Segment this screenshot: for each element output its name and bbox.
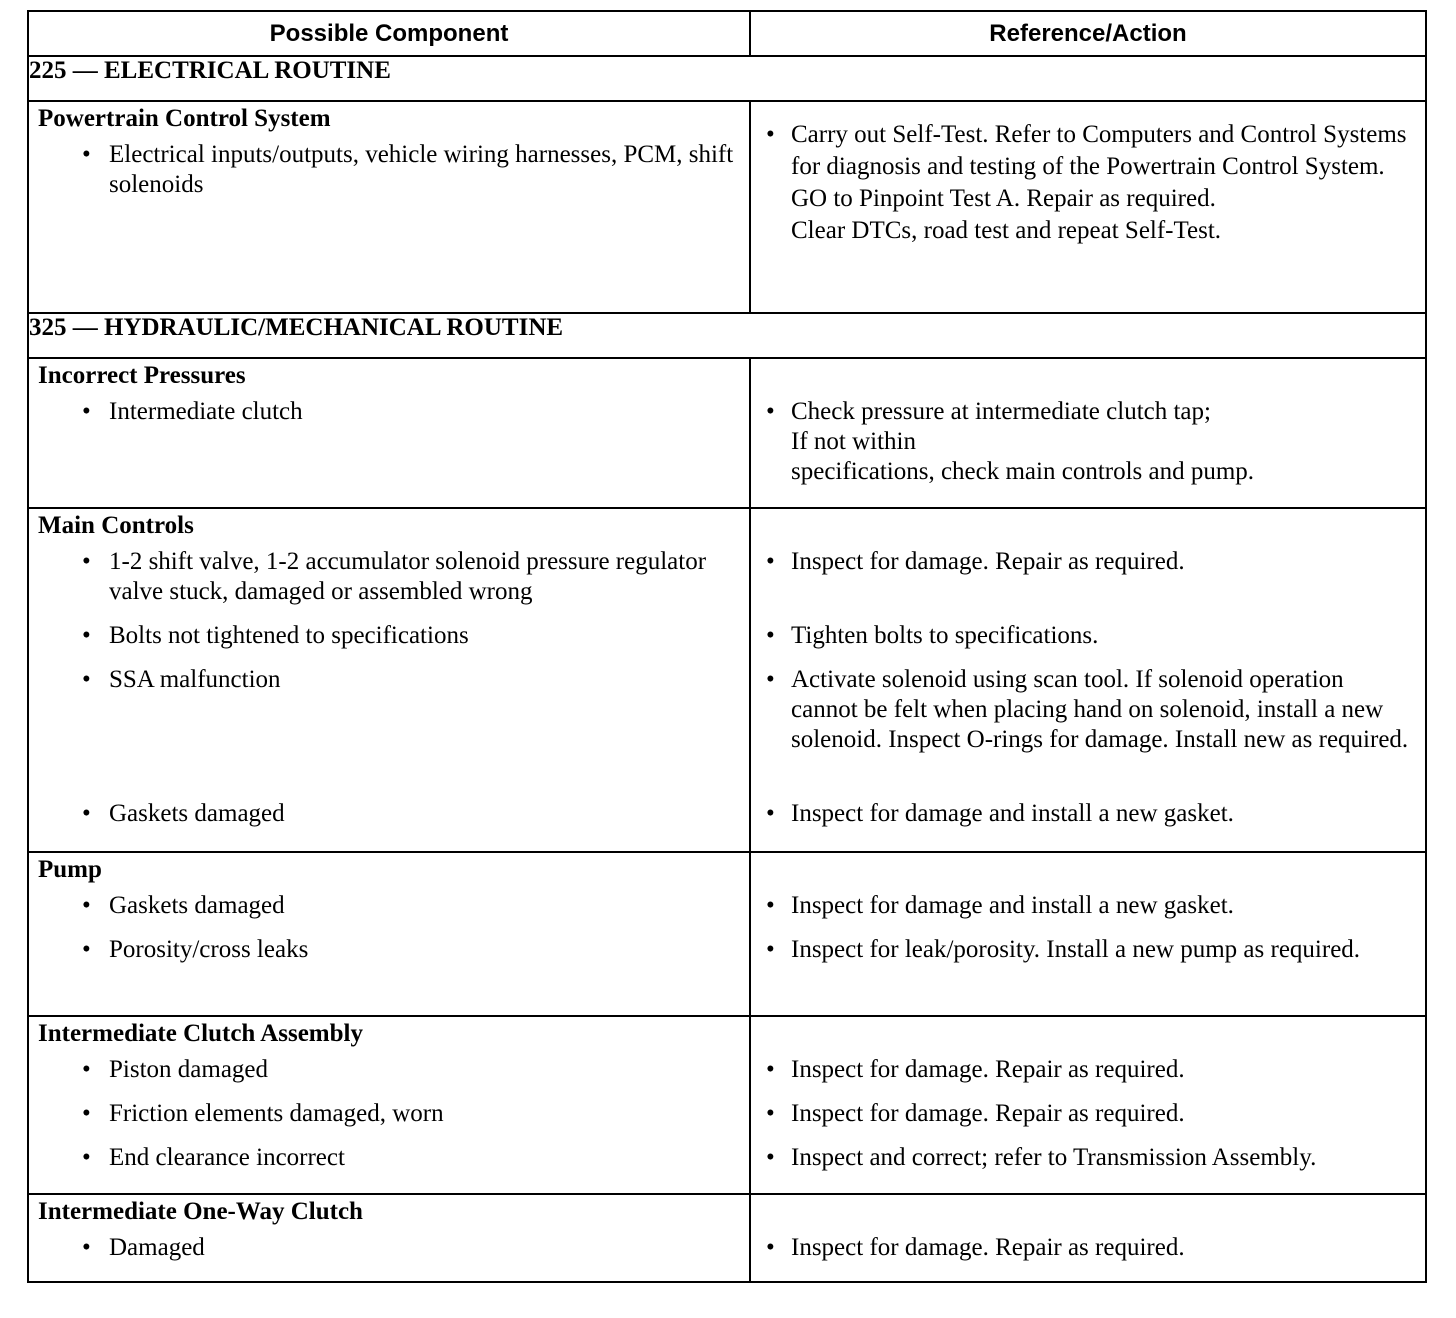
section-title: 325 — HYDRAULIC/MECHANICAL ROUTINE	[28, 313, 1426, 358]
action-cell	[750, 852, 1426, 1016]
component-cell	[28, 358, 750, 508]
component-item: • Porosity/cross leaks	[29, 935, 749, 965]
group-title: Intermediate One-Way Clutch	[38, 1198, 363, 1225]
group-title: Incorrect Pressures	[38, 362, 246, 389]
component-item: • Gaskets damaged	[29, 891, 749, 921]
action-item: • Inspect for damage and install a new gasket.	[751, 799, 1425, 829]
group-title: Intermediate Clutch Assembly	[38, 1020, 363, 1047]
group-row-powertrain-control	[28, 101, 1426, 313]
component-item: • Gaskets damaged	[29, 799, 749, 829]
component-cell	[28, 852, 750, 1016]
action-cell	[750, 101, 1426, 313]
action-item: • Activate solenoid using scan tool. If solenoid operation cannot be felt when placing hand on solenoid, install a new solenoid. Inspect O-rings for damage. Install new as required.	[751, 665, 1425, 785]
group-title: Pump	[38, 856, 102, 883]
component-item: • Electrical inputs/outputs, vehicle wiring harnesses, PCM, shift solenoids	[29, 140, 749, 200]
group-row-pump	[28, 852, 1426, 1016]
action-item: • Check pressure at intermediate clutch tap; If not within specifications, check main controls and pump.	[751, 397, 1425, 487]
action-item: • Inspect for leak/porosity. Install a new pump as required.	[751, 935, 1425, 965]
section-title: 225 — ELECTRICAL ROUTINE	[28, 56, 1426, 101]
group-row-intermediate-clutch-assembly	[28, 1016, 1426, 1194]
component-item: • Bolts not tightened to specifications	[29, 621, 749, 651]
header-row	[28, 11, 1426, 56]
group-title: Powertrain Control System	[38, 105, 331, 132]
component-item: • End clearance incorrect	[29, 1143, 749, 1173]
component-cell	[28, 508, 750, 852]
component-item: • SSA malfunction	[29, 665, 749, 785]
component-item: • Intermediate clutch	[29, 397, 749, 427]
action-item: • Inspect for damage. Repair as required.	[751, 1233, 1425, 1263]
component-item: • Piston damaged	[29, 1055, 749, 1085]
action-cell	[750, 358, 1426, 508]
section-row-225	[28, 56, 1426, 101]
header-reference-action: Reference/Action	[750, 11, 1426, 56]
action-item: • Inspect for damage. Repair as required.	[751, 547, 1425, 607]
action-item: • Inspect for damage and install a new gasket.	[751, 891, 1425, 921]
component-cell	[28, 101, 750, 313]
group-row-incorrect-pressures	[28, 358, 1426, 508]
component-item: • Friction elements damaged, worn	[29, 1099, 749, 1129]
group-row-intermediate-one-way-clutch	[28, 1194, 1426, 1282]
action-item: • Carry out Self-Test. Refer to Computers and Control Systems for diagnosis and testing of the Powertrain Control System. GO to Pinpoint Test A. Repair as required. Clear DTCs, road test and repeat Self-Test.	[751, 119, 1425, 247]
action-cell	[750, 1016, 1426, 1194]
action-item: • Inspect for damage. Repair as required.	[751, 1099, 1425, 1129]
group-title: Main Controls	[38, 512, 194, 539]
action-cell	[750, 508, 1426, 852]
action-cell	[750, 1194, 1426, 1282]
action-item: • Inspect and correct; refer to Transmission Assembly.	[751, 1143, 1425, 1173]
header-possible-component: Possible Component	[28, 11, 750, 56]
action-item: • Inspect for damage. Repair as required.	[751, 1055, 1425, 1085]
component-cell	[28, 1194, 750, 1282]
diagnosis-table	[27, 10, 1427, 1283]
component-item: • 1-2 shift valve, 1-2 accumulator solenoid pressure regulator valve stuck, damaged or assembled wrong	[29, 547, 749, 607]
section-row-325	[28, 313, 1426, 358]
component-item: • Damaged	[29, 1233, 749, 1263]
component-cell	[28, 1016, 750, 1194]
group-row-main-controls	[28, 508, 1426, 852]
action-item: • Tighten bolts to specifications.	[751, 621, 1425, 651]
